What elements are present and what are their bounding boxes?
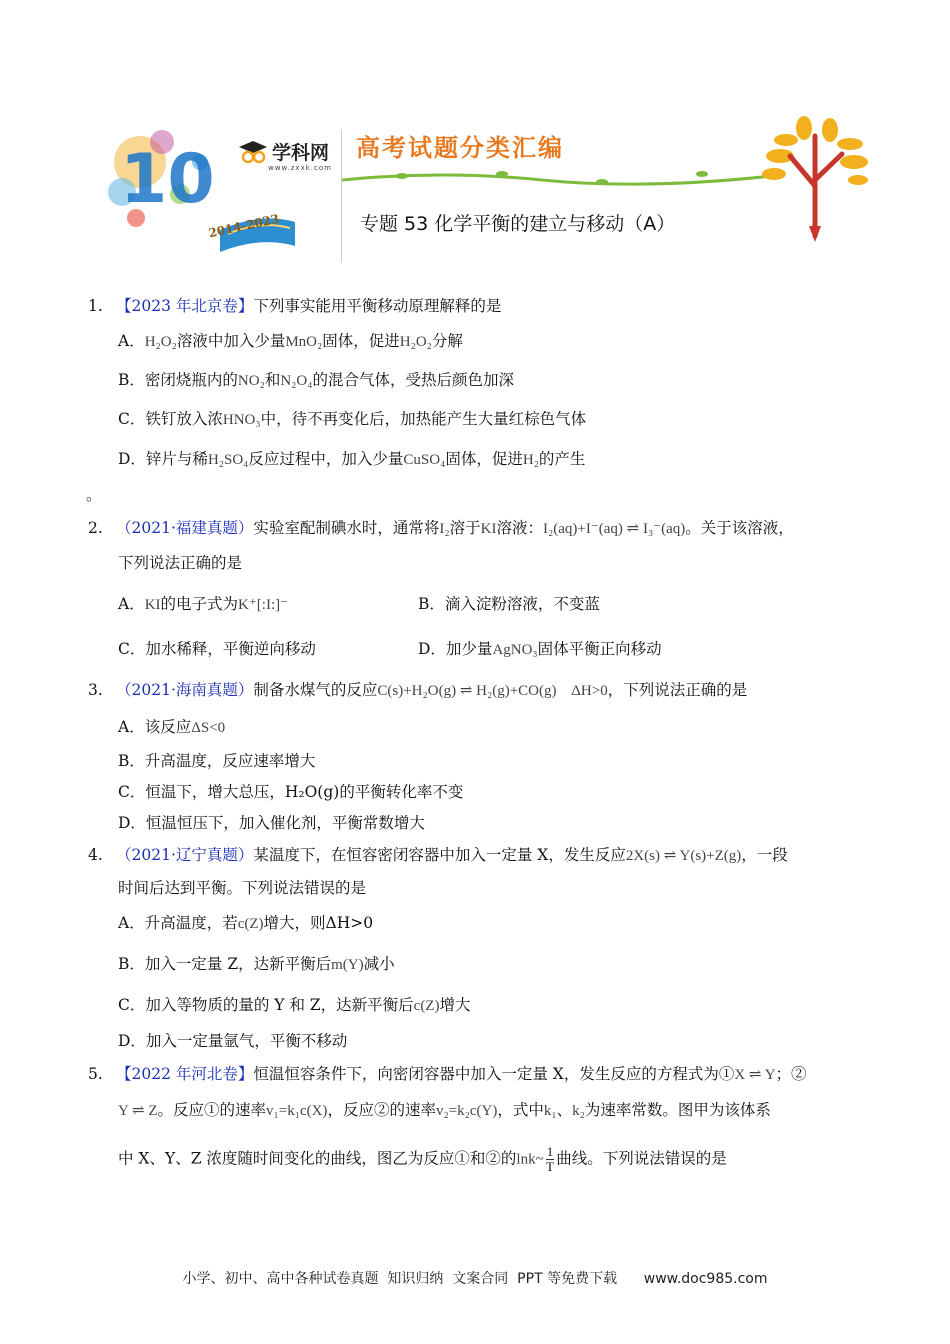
formula: v₁=k₁c(X) [266,1103,328,1119]
formula: ΔS<0 [191,720,226,736]
fraction [546,1145,555,1174]
option-text: C．铁钉放入浓 [118,410,223,428]
q2-option-c: C．加水稀释，平衡逆向移动 [118,640,316,658]
question-text: 溶于 [449,519,481,537]
anniv-word: years [226,184,274,215]
pencil-tree-icon [760,116,870,244]
formula: c(Z) [413,998,440,1014]
question-text: ；② [775,1065,807,1083]
q1-option-b [118,369,514,392]
formula: k₁ [543,1103,557,1119]
fraction-numerator: 1 [546,1144,554,1159]
formula: NO₂ [237,373,265,389]
option-text: 中，待不再变化后，加热能产生大量红棕色气体 [260,410,587,428]
graduation-cap-icon [238,139,268,165]
formula: k₂ [572,1103,585,1119]
question-2-stem [88,517,794,540]
option-label: A． [118,332,145,350]
option-text: 固体平衡正向移动 [537,640,662,658]
question-5-stem-line3 [118,1145,727,1174]
q3-option-b: B．升高温度，反应速率增大 [118,752,316,770]
question-text: 。关于该溶液， [685,519,794,537]
equation: Y ⇌ Z [118,1103,158,1119]
question-number: 1. [88,297,103,315]
option-text: B．加入一定量 Z，达新平衡后 [118,955,332,973]
question-text: 恒温恒容条件下，向密闭容器中加入一定量 X，发生反应的方程式为① [253,1065,735,1083]
question-source: （2021·福建真题） [116,519,254,537]
fraction-denominator: T [545,1159,554,1174]
electron-formula: K⁺[:I:]⁻ [238,597,289,613]
question-text: 中 X、Y、Z 浓度随时间变化的曲线，图乙为反应①和②的 [118,1149,517,1168]
formula: N₂O₄ [280,373,313,389]
stray-period: 。 [86,486,102,504]
q2-option-a [118,593,288,616]
option-text: D．锌片与稀 [118,450,208,468]
option-text: 分解 [431,332,463,350]
option-text: 减小 [363,955,395,973]
question-text: 下列事实能用平衡移动原理解释的是 [253,297,502,315]
formula: lnk~ [516,1151,544,1168]
question-number: 4. [88,846,103,864]
question-text: 、 [556,1101,573,1119]
formula: ΔH>0 [571,683,608,699]
option-text: 的混合气体，受热后颜色加深 [312,371,514,389]
question-number: 2. [88,519,103,537]
topic-title: 专题 53 化学平衡的建立与移动（A） [360,213,676,235]
formula: v₂=k₂c(Y) [435,1103,498,1119]
q1-option-d [118,448,585,471]
option-text: 的产生 [538,450,586,468]
formula: H₂SO₄ [207,452,249,468]
formula: KI [144,597,161,613]
question-source: （2021·辽宁真题） [116,846,254,864]
formula: H₂ [522,452,539,468]
formula: MnO₂ [285,334,323,350]
option-text: A．该反应 [118,718,192,736]
option-label: A． [118,595,145,613]
question-5-stem [88,1063,807,1086]
formula: H₂O₂ [399,334,432,350]
anniv-number: 10 [120,140,215,219]
q4-option-a [118,912,373,935]
question-number: 5. [88,1065,103,1083]
question-3-stem [88,679,747,702]
question-source: （2021·海南真题） [116,681,254,699]
question-text: 溶液： [496,519,543,537]
option-text: D．加少量 [418,640,493,658]
question-text: 为速率常数。图甲为该体系 [584,1101,771,1119]
header-divider [341,130,342,262]
option-text: 和 [264,371,281,389]
question-4-stem [88,844,788,867]
formula: KI [480,521,497,537]
q3-option-c: C．恒温下，增大总压，H₂O(g)的平衡转化率不变 [118,783,464,801]
brand-logo [238,138,329,165]
q1-option-c [118,408,586,431]
formula: I₂ [439,521,450,537]
option-text: 增大 [439,996,471,1014]
formula: m(Y) [331,957,364,973]
question-source: 【2023 年北京卷】 [116,297,254,315]
brand-name: 学科网 [272,142,330,164]
option-text: B．密闭烧瓶内的 [118,371,238,389]
question-text: 制备水煤气的反应 [253,681,378,699]
question-text: ，下列说法正确的是 [607,681,748,699]
question-4-stem-cont: 时间后达到平衡。下列说法错误的是 [118,879,367,897]
option-text: 的电子式为 [160,595,239,613]
q2-option-d [418,638,662,661]
q3-option-a [118,716,225,739]
question-text: ，式中 [497,1101,544,1119]
question-text: 实验室配制碘水时，通常将 [253,519,440,537]
question-text: ，一段 [741,846,788,864]
question-text: ，反应②的速率 [327,1101,436,1119]
option-text: 固体，促进 [445,450,523,468]
formula: AgNO₃ [492,642,538,658]
q3-option-d: D．恒温恒压下，加入催化剂，平衡常数增大 [118,814,425,832]
vine-decoration [342,166,772,190]
equation: X ⇌ Y [734,1067,776,1083]
equation: 2X(s) ⇌ Y(s)+Z(g) [625,848,742,864]
series-title: 高考试题分类汇编 [356,134,564,162]
formula: c(Z) [237,916,264,932]
option-text: 固体，促进 [322,332,400,350]
option-text: 增大，则ΔH>0 [263,914,374,932]
question-1-stem [88,295,501,317]
q4-option-b [118,953,395,976]
q4-option-d: D．加入一定量氩气，平衡不移动 [118,1032,348,1050]
q4-option-c [118,994,470,1017]
formula: CuSO₄ [403,452,446,468]
formula: HNO₃ [222,412,261,428]
question-text: 。反应①的速率 [157,1101,267,1119]
question-2-stem-cont: 下列说法正确的是 [118,554,243,572]
formula: H₂O₂ [144,334,177,350]
equation: I₂(aq)+I⁻(aq) ⇌ I₃⁻(aq) [542,521,686,537]
option-text: A．升高温度，若 [118,914,238,932]
q1-option-a [118,330,463,353]
equation: C(s)+H₂O(g) ⇌ H₂(g)+CO(g) [377,683,557,699]
question-source: 【2022 年河北卷】 [116,1065,254,1083]
question-text: 某温度下，在恒容密闭容器中加入一定量 X，发生反应 [253,846,626,864]
page-footer: 小学、初中、高中各种试卷真题 知识归纳 文案合同 PPT 等免费下载 www.doc985.com [182,1271,768,1287]
option-text: 反应过程中，加入少量 [248,450,404,468]
anniv-range: 2014-2023 [207,211,281,241]
question-number: 3. [88,681,103,699]
q2-option-b: B．滴入淀粉溶液，不变蓝 [418,595,600,613]
question-5-stem-line2 [118,1099,771,1122]
option-text: C．加入等物质的量的 Y 和 Z，达新平衡后 [118,996,414,1014]
option-text: 溶液中加入少量 [176,332,286,350]
brand-url: www.zxxk.com [268,164,332,172]
question-text: 曲线。下列说法错误的是 [556,1149,727,1168]
